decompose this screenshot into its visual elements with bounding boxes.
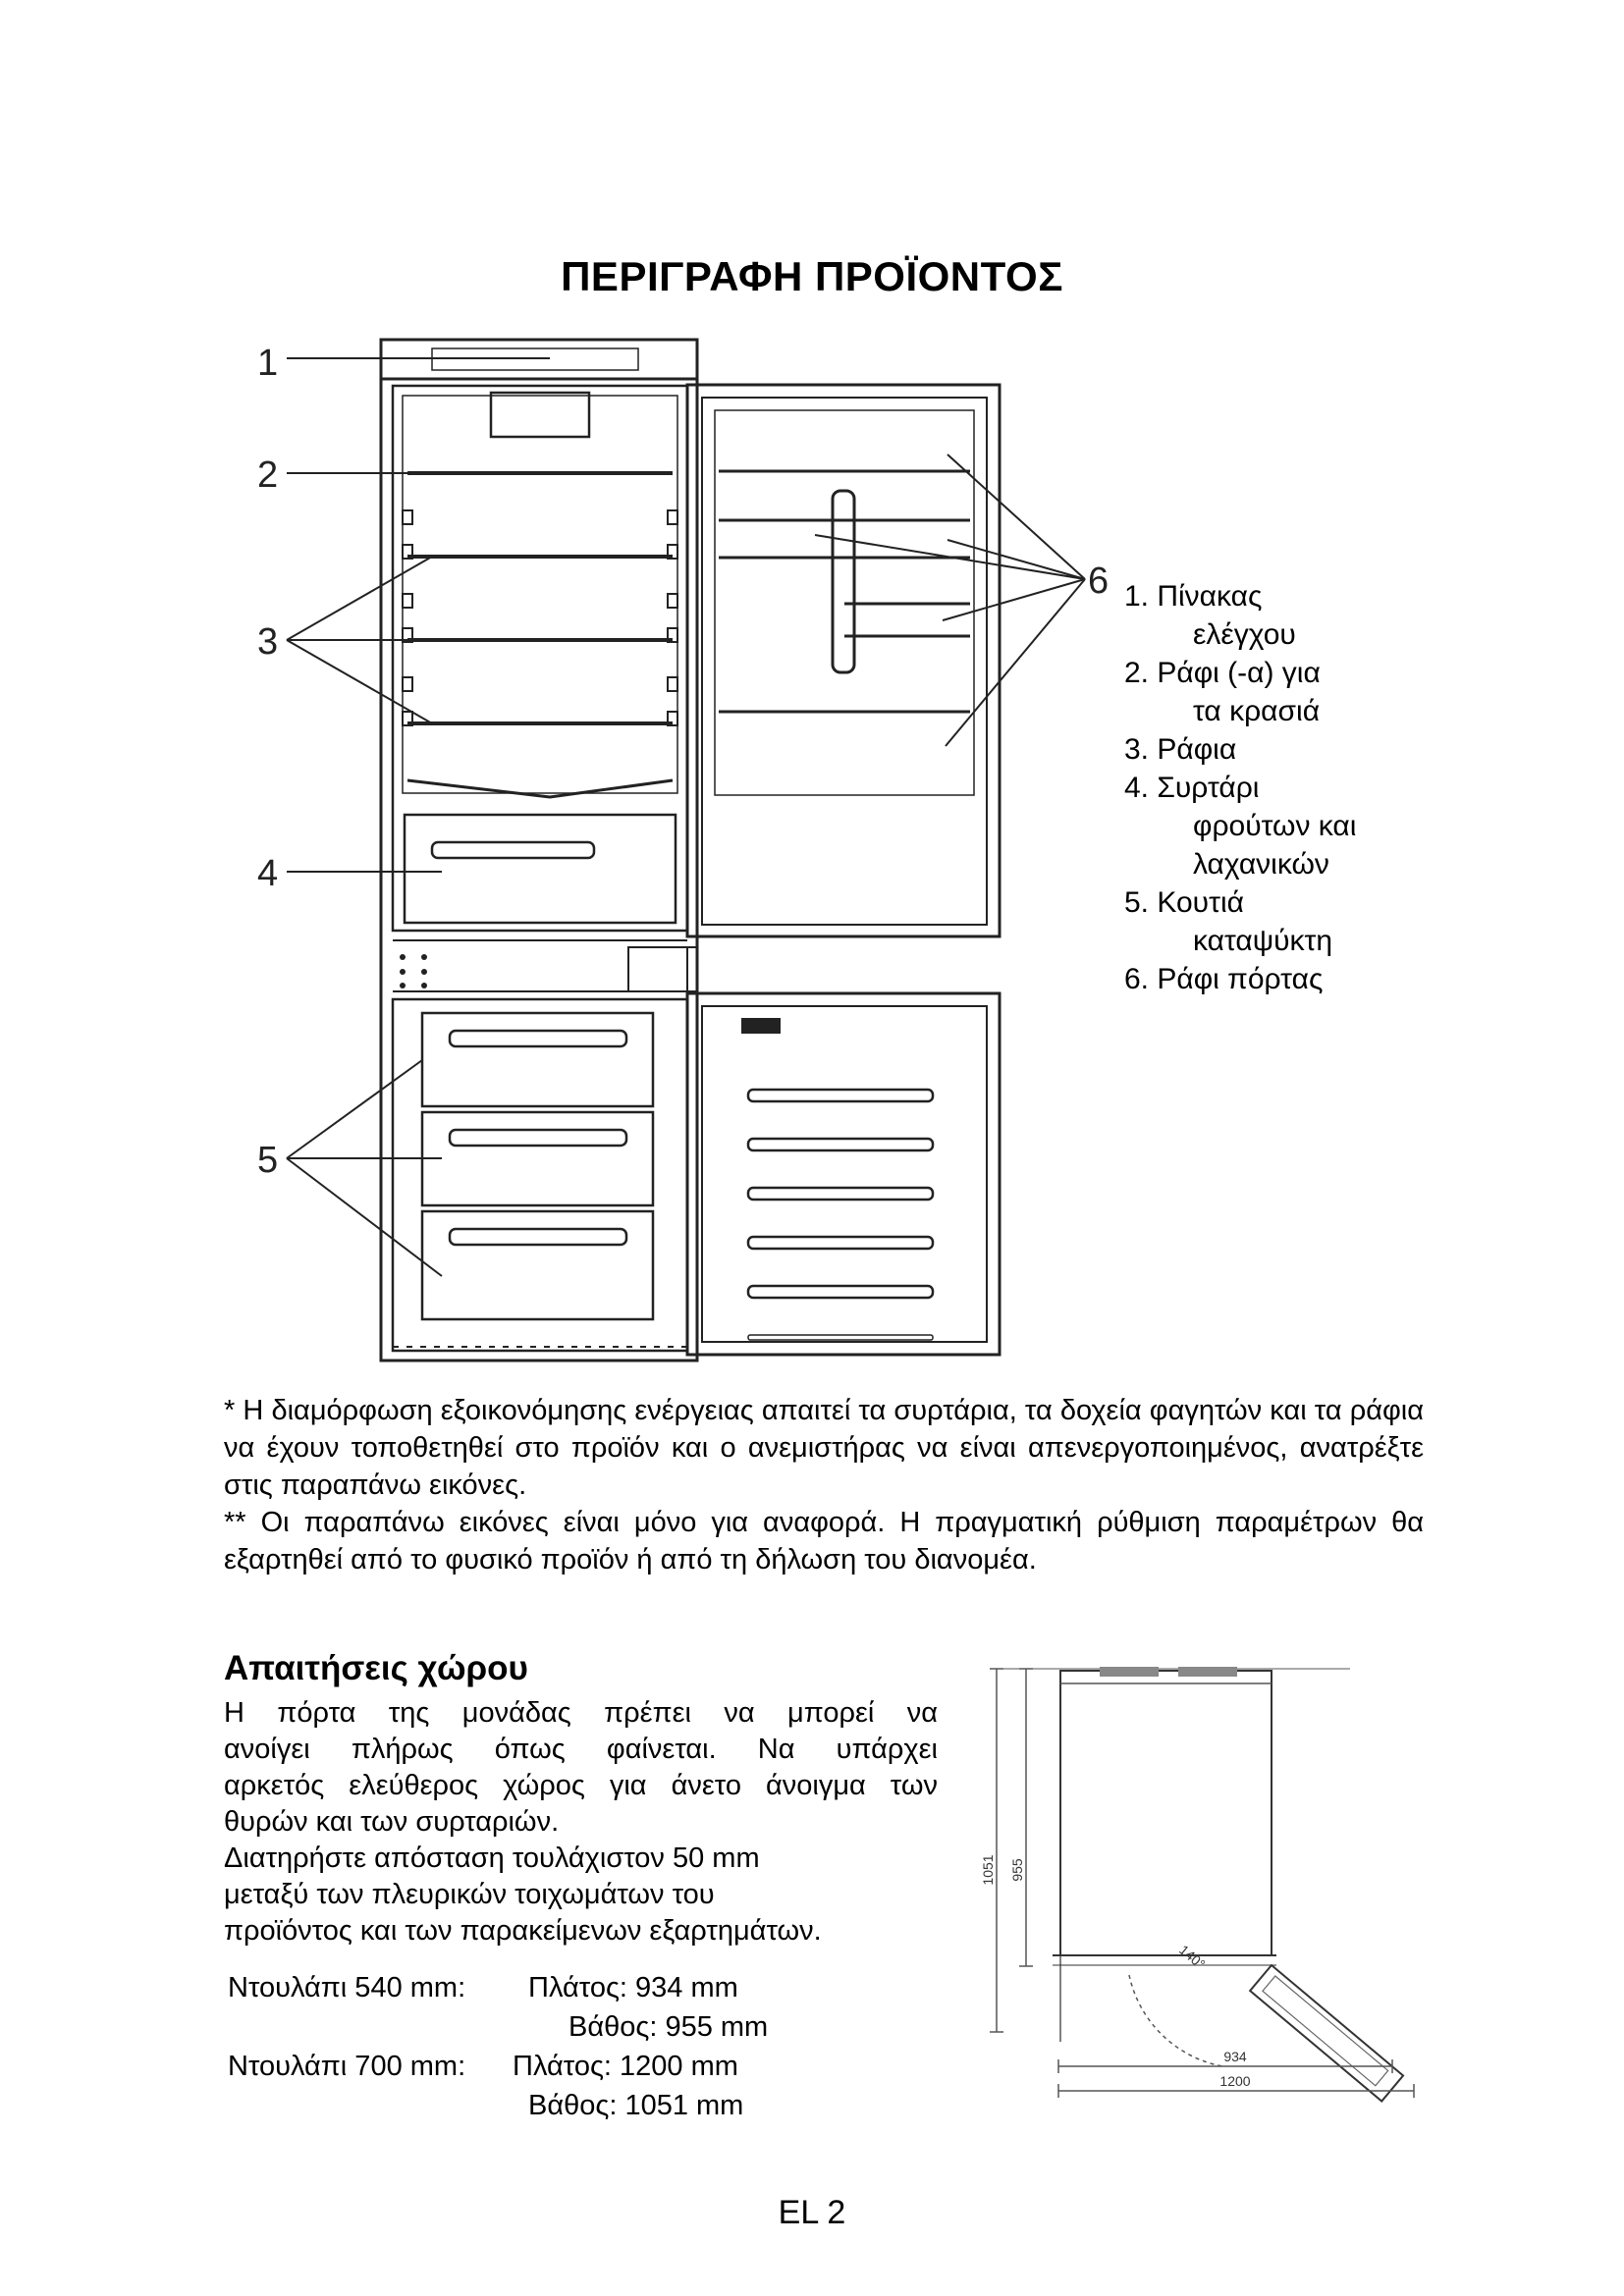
- callout-4: 4: [257, 853, 279, 894]
- cabinet-700-label: Ντουλάπι 700 mm:: [228, 2051, 466, 2082]
- callout-6: 6: [1088, 561, 1110, 602]
- dim-depth-body: 955: [1009, 1858, 1025, 1882]
- space-line-2: ανοίγει πλήρως όπως φαίνεται. Να υπάρχει: [224, 1734, 938, 1765]
- callout-5: 5: [257, 1140, 279, 1181]
- note-reference: ** Οι παραπάνω εικόνες είναι μόνο για αναφορά. Η πραγματική ρύθμιση παραμέτρων θα εξαρτηθεί από το φυσικό προϊόν ή από τη δήλωση του διανομέα.: [224, 1507, 1424, 1575]
- space-line-4: θυρών και των συρταριών.: [224, 1806, 560, 1838]
- page-title: ΠΕΡΙΓΡΑΦΗ ΠΡΟΪΟΝΤΟΣ: [561, 253, 1063, 299]
- dim-width-large: 1200: [1219, 2073, 1251, 2089]
- dim-depth-total: 1051: [980, 1854, 996, 1886]
- legend-item-5: 5. Κουτιά: [1124, 886, 1244, 919]
- legend-item-6: 6. Ράφι πόρτας: [1124, 963, 1324, 995]
- legend-item-5-cont: καταψύκτη: [1193, 925, 1333, 957]
- legend-item-1: 1. Πίνακας: [1124, 580, 1263, 613]
- door-opening-plan-diagram: [982, 1649, 1434, 2110]
- legend-item-1-cont: ελέγχου: [1193, 618, 1296, 651]
- callout-3: 3: [257, 621, 279, 663]
- legend-item-4-cont2: λαχανικών: [1193, 848, 1329, 881]
- legend-item-2: 2. Ράφι (-α) για: [1124, 657, 1321, 689]
- space-line-1: Η πόρτα της μονάδας πρέπει να μπορεί να: [224, 1697, 938, 1729]
- space-line-6: μεταξύ των πλευρικών τοιχωμάτων του: [224, 1879, 715, 1910]
- space-line-7: προϊόντος και των παρακείμενων εξαρτημάτων.: [224, 1915, 822, 1947]
- space-line-5: Διατηρήστε απόσταση τουλάχιστον 50 mm: [224, 1842, 760, 1874]
- cabinet-540-label: Ντουλάπι 540 mm:: [228, 1972, 466, 2003]
- dim-width-small: 934: [1223, 2049, 1247, 2064]
- note-energy: * Η διαμόρφωση εξοικονόμησης ενέργειας απαιτεί τα συρτάρια, τα δοχεία φαγητών και τα ράφια να έχουν τοποθετηθεί στο προϊόν και ο ανεμιστήρας να είναι απενεργοποιημένος, ανατρέξτε στις παραπάνω εικόνες.: [224, 1395, 1424, 1501]
- notes: [224, 1392, 1424, 1578]
- cabinet-540-width: Πλάτος: 934 mm: [528, 1972, 738, 2003]
- parts-legend: [1124, 577, 1356, 998]
- legend-item-4-cont: φρούτων και: [1193, 810, 1357, 842]
- legend-item-4: 4. Συρτάρι: [1124, 772, 1260, 804]
- cabinet-700-width: Πλάτος: 1200 mm: [513, 2051, 738, 2082]
- legend-item-3: 3. Ράφια: [1124, 733, 1237, 766]
- legend-item-2-cont: τα κρασιά: [1193, 695, 1321, 727]
- space-heading: Απαιτήσεις χώρου: [224, 1649, 528, 1687]
- space-text: [224, 1695, 938, 1949]
- callout-1: 1: [257, 343, 279, 384]
- space-line-3: αρκετός ελεύθερος χώρος για άνετο άνοιγμα των: [224, 1770, 938, 1801]
- page-number: EL 2: [778, 2194, 846, 2231]
- cabinet-540-depth: Βάθος: 955 mm: [568, 2011, 769, 2043]
- angle-label: 140°: [1176, 1942, 1209, 1972]
- callout-2: 2: [257, 454, 279, 496]
- cabinet-700-depth: Βάθος: 1051 mm: [528, 2090, 744, 2121]
